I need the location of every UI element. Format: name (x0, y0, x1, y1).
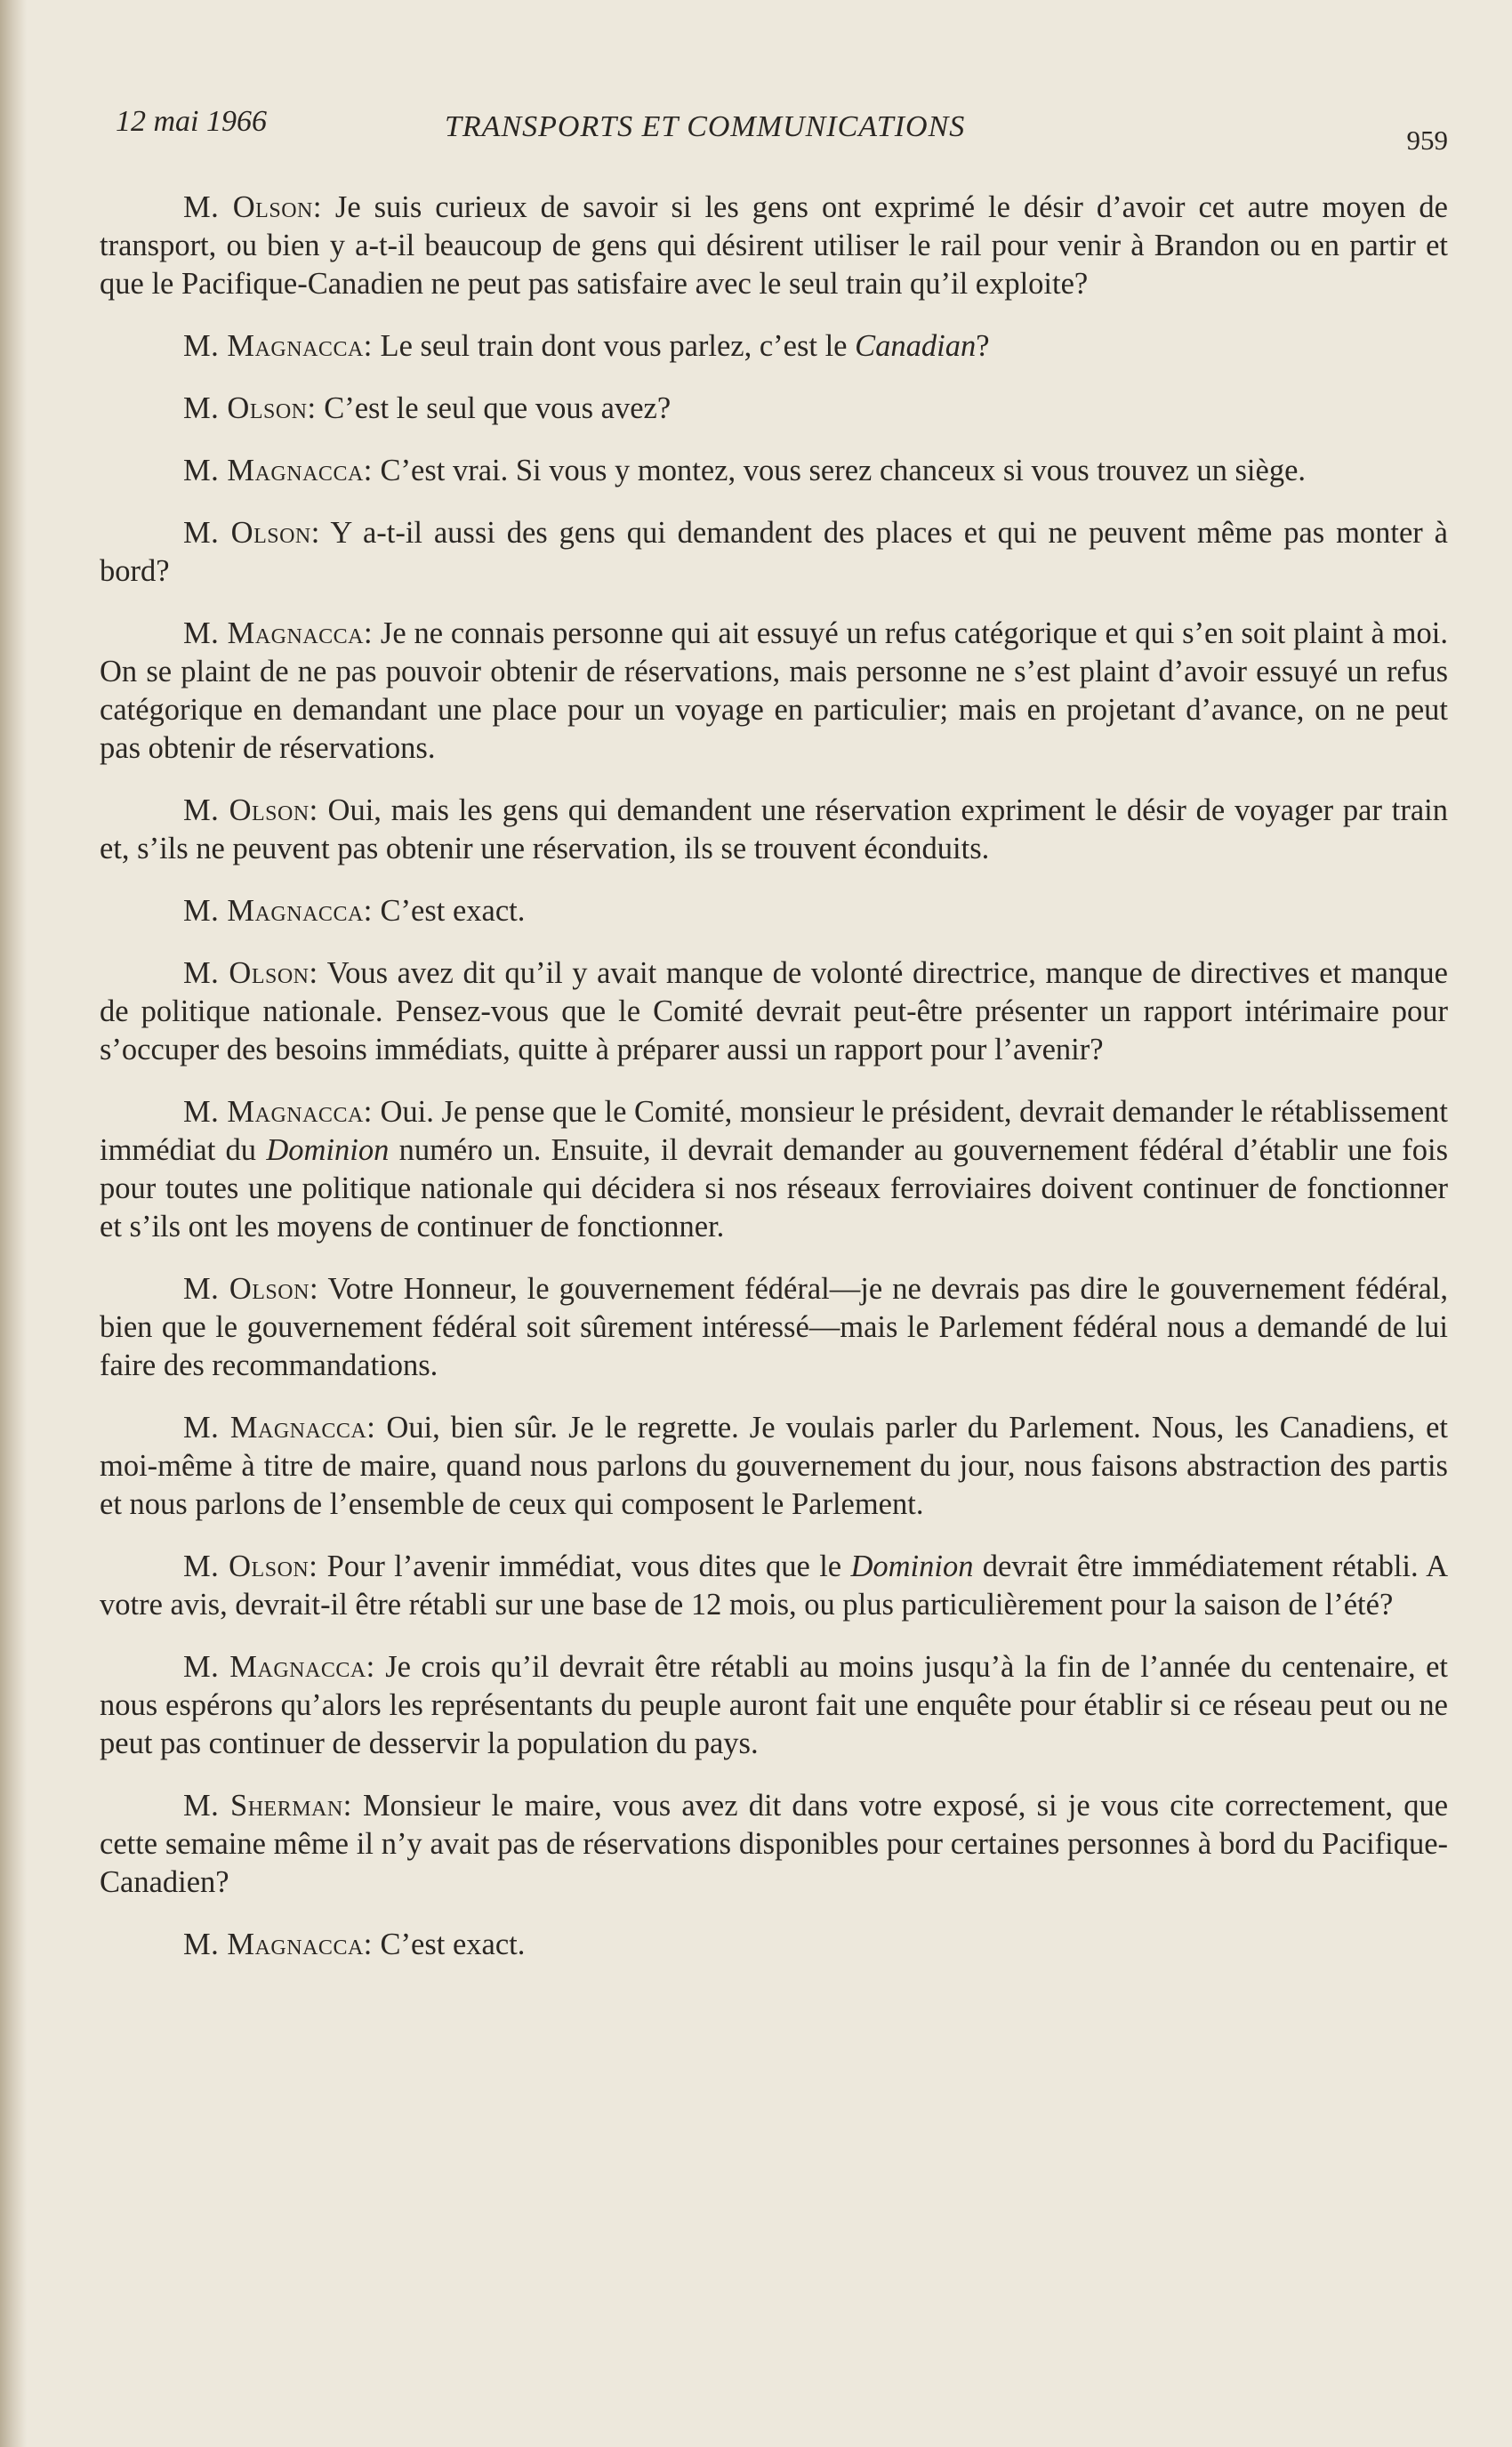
header-date: 12 mai 1966 (116, 105, 267, 138)
italic-title: Dominion (266, 1133, 390, 1167)
speech-text: Oui. Je pense que le Comité, monsieur le président, devrait demander le rétablissement immédiat du (100, 1095, 1448, 1167)
transcript-paragraph (100, 1787, 1448, 1902)
speech-text: Y a-t-il aussi des gens qui demandent des places et qui ne peuvent même pas monter à bord? (100, 516, 1448, 588)
italic-title: Canadian (855, 329, 977, 363)
transcript-paragraph (100, 189, 1448, 303)
speaker-name: M. Magnacca: (183, 1411, 376, 1445)
transcript-paragraph (100, 452, 1448, 490)
speech-text: Monsieur le maire, vous avez dit dans votre exposé, si je vous cite correctement, que cette semaine même il n’y avait pas de réservations disponibles pour certaines personnes à bord du Pacifique-Canadien? (100, 1789, 1449, 1899)
speaker-name: M. Olson: (183, 956, 318, 990)
speech-text: Vous avez dit qu’il y avait manque de volonté directrice, manque de directives et manque de politique nationale. Pensez-vous que le Comité devrait peut-être présenter un rapport intérimaire pour s’occuper des besoins immédiats, quitte à préparer aussi un rapport pour l’avenir? (100, 956, 1448, 1067)
speaker-name: M. Magnacca: (183, 329, 373, 363)
speech-text: numéro un. Ensuite, il devrait demander au gouvernement fédéral d’établir une fois pour toutes une politique nationale qui décidera si nos réseaux ferroviaires doivent continuer de fonctionner et s’ils ont les moyens de continuer de fonctionner. (100, 1133, 1448, 1244)
transcript-paragraph (100, 390, 1448, 428)
speech-text: C’est exact. (372, 894, 526, 928)
transcript-paragraph (100, 615, 1448, 768)
speech-text: ? (976, 329, 990, 363)
speech-text: Le seul train dont vous parlez, c’est le (372, 329, 856, 363)
transcript-body (100, 189, 1448, 1988)
transcript-paragraph (100, 892, 1448, 930)
transcript-paragraph (100, 954, 1448, 1069)
speech-text: Oui, mais les gens qui demandent une réservation expriment le désir de voyager par train et, s’ils ne peuvent pas obtenir une réservation, ils se trouvent éconduits. (100, 793, 1448, 865)
transcript-paragraph (100, 1409, 1448, 1524)
italic-title: Dominion (850, 1549, 974, 1583)
speaker-name: M. Olson: (183, 793, 318, 827)
speaker-name: M. Olson: (183, 1272, 319, 1306)
running-header (116, 105, 1448, 158)
transcript-paragraph (100, 1548, 1448, 1624)
transcript-paragraph (100, 1270, 1448, 1385)
transcript-paragraph (100, 1926, 1448, 1964)
transcript-paragraph (100, 1093, 1448, 1246)
speech-text: Oui, bien sûr. Je le regrette. Je voulais parler du Parlement. Nous, les Canadiens, et moi-même à titre de maire, quand nous parlons du gouvernement du jour, nous faisons abstraction des partis et nous parlons de l’ensemble de ceux qui composent le Parlement. (100, 1411, 1448, 1521)
speaker-name: M. Olson: (183, 190, 322, 224)
speech-text: devrait être immédiatement rétabli. A votre avis, devrait-il être rétabli sur une base de 12 mois, ou plus particulièrement pour la saison de l’été? (100, 1549, 1448, 1622)
transcript-paragraph (100, 327, 1448, 366)
speaker-name: M. Magnacca: (183, 1928, 373, 1961)
speaker-name: M. Magnacca: (183, 1650, 375, 1684)
speaker-name: M. Olson: (183, 1549, 318, 1583)
speech-text: C’est le seul que vous avez? (316, 391, 672, 425)
speech-text: Votre Honneur, le gouvernement fédéral—je ne devrais pas dire le gouvernement fédéral, bien que le gouvernement fédéral soit sûrement intéressé—mais le Parlement fédéral nous a demandé de lui faire des recommandations. (100, 1272, 1448, 1382)
speech-text: Je crois qu’il devrait être rétabli au moins jusqu’à la fin de l’année du centenaire, et nous espérons qu’alors les représentants du peuple auront fait une enquête pour établir si ce réseau peut ou ne peut pas continuer de desservir la population du pays. (100, 1650, 1448, 1760)
transcript-paragraph (100, 792, 1448, 868)
speaker-name: M. Olson: (183, 391, 317, 425)
header-title: TRANSPORTS ET COMMUNICATIONS (445, 110, 966, 143)
speaker-name: M. Olson: (183, 516, 320, 550)
page-binding-shadow (0, 0, 27, 2447)
speaker-name: M. Sherman: (183, 1789, 352, 1823)
speaker-name: M. Magnacca: (183, 1095, 373, 1129)
speech-text: C’est exact. (372, 1928, 526, 1961)
speaker-name: M. Magnacca: (183, 454, 373, 487)
page-number: 959 (1406, 125, 1448, 156)
speech-text: Pour l’avenir immédiat, vous dites que le (318, 1549, 851, 1583)
speaker-name: M. Magnacca: (183, 616, 374, 650)
transcript-paragraph (100, 1648, 1448, 1763)
speech-text: Je ne connais personne qui ait essuyé un refus catégorique et qui s’en soit plaint à moi. On se plaint de ne pas pouvoir obtenir de réservations, mais personne ne s’est plaint d’avoir essuyé un refus catégorique en demandant une place pour un voyage en particulier; mais en projetant d’avance, on ne peut pas obtenir de réservations. (100, 616, 1448, 765)
speech-text: Je suis curieux de savoir si les gens ont exprimé le désir d’avoir cet autre moyen de transport, ou bien y a-t-il beaucoup de gens qui désirent utiliser le rail pour venir à Brandon ou en partir et que le Pacifique-Canadien ne peut pas satisfaire avec le seul train qu’il exploite? (100, 190, 1448, 301)
transcript-paragraph (100, 514, 1448, 591)
speech-text: C’est vrai. Si vous y montez, vous serez chanceux si vous trouvez un siège. (372, 454, 1307, 487)
speaker-name: M. Magnacca: (183, 894, 373, 928)
